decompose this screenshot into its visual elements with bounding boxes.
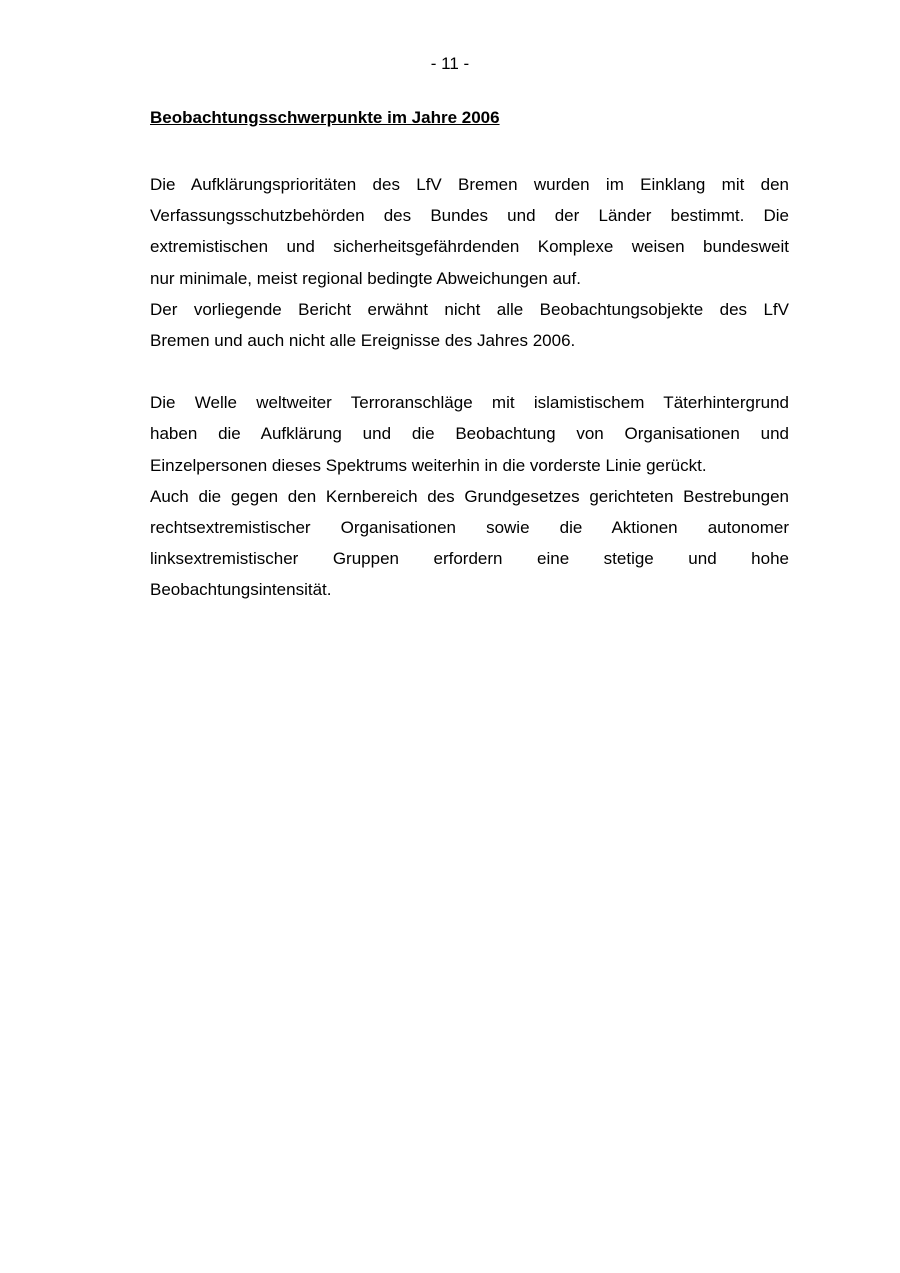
- paragraph-report-scope: [150, 294, 789, 356]
- text-line: rechtsextremistischer Organisationen sowie die Aktionen autonomer: [150, 518, 789, 538]
- paragraph-priorities: [150, 169, 789, 294]
- text-line: Verfassungsschutzbehörden des Bundes und der Länder bestimmt. Die: [150, 206, 789, 226]
- document-body: [150, 105, 789, 606]
- text-line: Die Aufklärungsprioritäten des LfV Bremen wurden im Einklang mit den: [150, 175, 789, 194]
- section-terror: [150, 387, 789, 605]
- section-heading: Beobachtungsschwerpunkte im Jahre 2006: [150, 108, 500, 127]
- page-number: - 11 -: [430, 54, 470, 73]
- text-line: linksextremistischer Gruppen erfordern eine stetige und hohe: [150, 549, 789, 569]
- text-line: Auch die gegen den Kernbereich des Grundgesetzes gerichteten Bestrebungen: [150, 486, 789, 506]
- text-line: Die Welle weltweiter Terroranschläge mit islamistischem Täterhintergrund: [150, 393, 789, 413]
- text-line: Bremen und auch nicht alle Ereignisse des Jahres 2006.: [150, 331, 576, 351]
- paragraph-spacer: [150, 356, 789, 387]
- section-priorities: [150, 169, 789, 356]
- text-line: Einzelpersonen dieses Spektrums weiterhin in die vorderste Linie gerückt.: [150, 455, 707, 475]
- text-line: haben die Aufklärung und die Beobachtung von Organisationen und: [150, 424, 789, 444]
- text-line: Der vorliegende Bericht erwähnt nicht alle Beobachtungsobjekte des LfV: [150, 299, 789, 319]
- paragraph-extremism: [150, 481, 789, 606]
- text-line: extremistischen und sicherheitsgefährdenden Komplexe weisen bundesweit: [150, 237, 789, 257]
- text-line: nur minimale, meist regional bedingte Abweichungen auf.: [150, 268, 581, 288]
- text-line: Beobachtungsintensität.: [150, 580, 332, 600]
- paragraph-terror-wave: [150, 387, 789, 481]
